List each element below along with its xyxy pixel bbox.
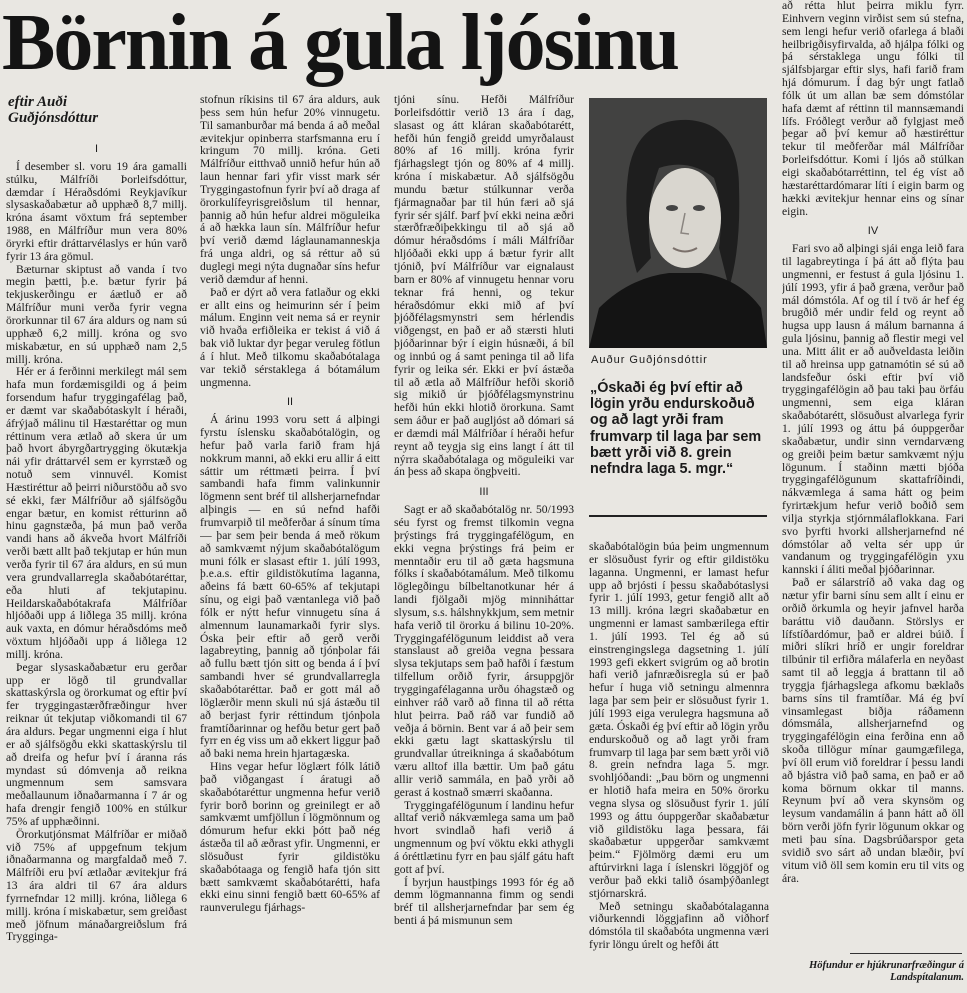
- paragraph: stofnun ríkisins til 67 ára aldurs, auk þess sem hún hefur 20% vinnugetu. Til samanburðar má benda á að meðal ævitekjur opinberra starfsmanna eru í kringum 70 millj. króna. Geti Málfríður eitthvað unnið hefur hún að laun hennar fari yfir visst mark sér Tryggingastofnun fyrir því að draga af örorkulífeyrisgreiðslum til hennar, þannig að hún hefur aldrei möguleika á að hækka laun sín. Málfríður hefur því verið dæmd láglaunamanneskja frá unga aldri, og sá réttur að sú duglegi megi nýta dugnaðar síns hefur verið dæmdur af henni.: [200, 94, 380, 286]
- paragraph: Örorkutjónsmat Málfríðar er miðað við 75% af uppgefnum tekjum iðnaðarmanna og margfaldað með 7. Málfríði eru því ætlaðar ævitekjur frá 13 ára aldri til 67 ára aldurs fyrrnefndar 12 millj. króna, liðlega 6 millj. króna í miskabætur, sem greiðast með jöfnum mánaðargreiðslum frá Trygginga-: [6, 827, 187, 944]
- column-3: [394, 94, 574, 993]
- section-heading-iv: IV: [867, 225, 879, 238]
- paragraph: Hér er á ferðinni merkilegt mál sem hafa mun fordæmisgildi og á þeim forsendum hafur tryggingafélag það, er dæmt var skaðabótaskylt í héraði, áfrýjað málinu til Hæstaréttar og mun réttinum vera ætlað að skera úr um það hvort ábyrgðartrygging ökutækja nái yfir dráttarvél sem er kyrrstæð og notuð sem vinnuvél. Komist Hæstiréttur að þeirri niðurstöðu að svo sé ekki, fær Málfríður að sjálfsögðu engar bætur, en komist rétturinn að hinu gagnstæða, þá mun það verða vandi hans að ákveða hvort Málfríði verði bætt allt það tekjutap er hún mun verða fyrir til 67 ára aldurs, en sú mun vera grundvallarregla skaðabótaréttar, eða hluti af tekjutapinu. Heildarskaðabótakrafa Málfríðar hljóðaði upp á liðlega 35 millj. króna auk vaxta, en dómur héraðsdóms með vöxtum hljóðaði upp á liðlega 12 millj. króna.: [6, 365, 187, 661]
- author-note: Höfundur er hjúkrunarfræðingur á Landspítalanum.: [809, 960, 964, 983]
- column-1: [6, 136, 187, 993]
- column-5: [782, 0, 964, 950]
- photo-caption: Auður Guðjónsdóttir: [591, 354, 708, 366]
- end-rule: [850, 953, 962, 954]
- paragraph: Í desember sl. voru 19 ára gamalli stúlku, Málfríði Þorleifsdóttur, dæmdar í Héraðsdómi Reykjavíkur slysaskaðabætur að upphæð 8,7 millj. króna ásamt vöxtum frá september 1988, en Málfríður mun vera 80% öryrki eftir dráttarvélaslys er hún varð fyrir 13 ára gömul.: [6, 159, 187, 263]
- paragraph: Þegar slysaskaðabætur eru gerðar upp er lögð til grundvallar skattaskýrsla og örorkumat og eftir því fer tryggingastærðfræðingur hver reiknar út tekjutap viðkomandi til 67 ára aldurs. Þegar ungmenni eiga í hlut er að sjálfsögðu ekki skattaskýrslu til að dreifa og hefur því í áranna rás myndast sú dómvenja að reikna ungmennum sem samsvara meðallaunum iðnaðarmanna í 7 ár og hafa drengir fengið 100% en stúlkur 75% af upphæðinni.: [6, 660, 187, 828]
- portrait-image: [589, 98, 767, 348]
- author-photo: [589, 98, 767, 348]
- section-heading-ii: II: [286, 396, 294, 409]
- paragraph: Með setningu skaðabótalaganna viðurkenndi löggjafinn að viðhorf dómstóla til skaðabóta ungmenna væri fyrir löngu úrelt og hefði átt: [589, 899, 769, 952]
- paragraph: Á árinu 1993 voru sett á alþingi fyrstu íslensku skaðabótalögin, og hefur það varla farið fram hjá nokkrum manni, að ekki eru allir á eitt sáttir um réttmæti þeirra. Í því sambandi hafa fimm valinkunnir lögmenn sent bréf til allsherjarnefndar alþingis — en sú nefnd hafði frumvarpið til meðferðar á sínum tíma — þar sem þeir benda á með rökum að samkvæmt nýjum skaðabótalögum muni fólk er slasast eftir 1. júlí 1993, þ.e.a.s. eftir gildistökutíma laganna, aðeins fá bætt 60-65% af tekjutapi sínu, og eigi það væntanlega við það fólk er nýtt hefur vinnugetu sína á almennum launamarkaði fyrir slys. Óska þeir eftir að gerð verði lagabreyting, þannig að tjónþolar fái að fullu bætt tjón sitt og benda á í því sambandi hver sé grundvallarregla skaðabótaréttar. Það er gott mál að löglærðir menn skuli nú sjá ástæðu til að berjast fyrir réttindum tjónþola framtíðarinnar og hefðu betur gert það fyrr en ég viss um að ekkert liggur það að baki nema hrein hjartagæska.: [200, 413, 380, 761]
- section-heading-i: I: [94, 143, 99, 155]
- paragraph: Það er dýrt að vera fatlaður og ekki er allt eins og heimurinn sér í þeim málum. Enginn veit nema sá er reynir við hvaða erfiðleika er tekist á við á bak við luktar dyr þegar veruleg fötlun á í hlut. Með tilkomu skaðabótalaga var tekið sérstaklega á bótamálum ungmenna.: [200, 285, 380, 389]
- paragraph: Tryggingafélögunum í landinu hefur alltaf verið nákvæmlega sama um það hvort svindlað hafi verið á ungmennum og því vöktu ekki athygli á óréttlætinu fyrr en þau sjálf gátu haft gott af því.: [394, 798, 574, 876]
- paragraph: Bæturnar skiptust að vanda í tvo megin þætti, þ.e. bætur fyrir þá tekjuskerðingu er áætluð er að Málfríður muni verða fyrir vegna örorkunnar til 67 ára aldurs og nam sú upphæð 6,2 millj. króna og svo miskabætur, en sú upphæð nam 2,5 millj. króna.: [6, 262, 187, 366]
- paragraph: Það er sálarstríð að vaka dag og nætur yfir barni sínu sem allt í einu er orðið örkumla og heyir jafnvel harða baráttu við dauðann. Störslys er lífstíðardómur, það er aldrei búið. Í miðri slíkri hríð er ungir foreldrar tilbúnir til erfiðra málaferla en neyðast samt til að leggja á brattann til að tryggja fjárhagslega afkomu bæklaðs barns síns til framtíðar. Má ég því vinsamlegast biðja ráðamenn dómsmála, allsherjarnefnd og tryggingafélögin eina ferðina enn að skoða tillögur mínar gaumgæfilega, því öll erum við foreldrar í þessu landi að bjástra við það sama, en það er að koma börnum okkar til manns. Reynum því að vera skynsöm og leysum vandamálin á þann hátt að öll börn verði jöfn fyrir lögunum okkar og meti þau sína. Dagsbrúðarspor geta svidið svo sárt að undan blæðir, því vitum við öll sem komin eru til vits og ára.: [782, 576, 964, 885]
- paragraph: Sagt er að skaðabótalög nr. 50/1993 séu fyrst og fremst tilkomin vegna þrýstings frá tryggingafélögum, en ekki vegna þrýstings frá þeim er menntaðir eru til að gæta hagsmuna fólks í skaðabótamálum. Með tilkomu löglegðingu bílbeltanotkunar hér á landi fjölgaði mjög minniháttar slysum, s.s. hálshnykkjum, sem metnir hafa verið til örorku á bilinu 10-20%. Tryggingafélögunum leiddist að vera stanslaust að greiða vegna þessara slysa tekjutaps sem það hafði í fæstum tilfellum orðið fyrir, ársuppgjör tryggingafélaganna urðu óhagstæð og einhver ráð varð að finna til að rétta hlut þeirra. Það ráð var fundið að veðja á börnin. Bent var á að þeir sem ekki gætu lagt skattaskýrslu til grundvallar útreikninga á skaðabótum væru alltof illa bættir. Um það gátu allir verið sammála, en það yrði að gerast á kostnað smærri skaðanna.: [394, 503, 574, 799]
- column-4: [589, 541, 769, 993]
- paragraph: Í byrjun haustþings 1993 fór ég að demm lögmannanna fimm og sendi bréf til allsherjarnefndar þar sem ég benti á þá mismunun sem: [394, 875, 574, 928]
- paragraph: að rétta hlut þeirra miklu fyrr. Einhvern veginn virðist sem sú stefna, sem lengi hefur verið ofarlega á blaði heilbrigðisyfirvalda, að hjálpa fólki og þá sérstaklega ungu fólki til sjálfsbjargar eftir slys, hafi farið fram hjá dómurum. Í dag býr ungt fatlað fólk út um allan bæ sem dómstólar hafa dæmt af réttinn til mannsæmandi lífs. Fróðlegt verður að fylgjast með þegar að því kemur að hæstiréttur tekur til meðferðar mál Málfríðar Þorleifsdóttur. Komi í ljós að stúlkan eigi skaðabótarréttinn, tel ég víst að hæstaréttardómarar líti í eigin barm og hækki ævitekjur hennar eins og sínar eigin.: [782, 0, 964, 218]
- section-heading-iii: III: [479, 486, 489, 499]
- byline: eftir Auði Guðjónsdóttur: [8, 94, 99, 126]
- paragraph: skaðabótalögin búa þeim ungmennum er slösuðust fyrir og eftir gildistöku laganna. Ungmenni, er lamast hefur upp að brjósti í þessu skaðabótaslysi fyrir 1. júlí 1993, getur fengið allt að 13 millj. króna lægri skaðabætur en ungmenni er lamast sambærilega eftir 1. júlí 1993. Tel ég að sú einstrengingslega dagsetning 1. júlí 1993 gefi ekkert svigrúm og að brotin hafi verið jafnræðisregla sú er það hefur í huga við setningu almennra laga þar sem þeir er slösuðust fyrir 1. júlí 1993 eiga verulegra hagsmuna að gæta. Óskaði ég því eftir að lögin yrðu endurskoðuð og að lagt yrði fram frumvarp til laga þar sem bætt yrði við 8. grein nefndra laga 5. mgr. svohljóðandi: „Þau börn og ungmenni er hlotið hafa meira en 50% örorku vegna slysa og slösuðust fyrir 1. júlí 1993 og áttu óuppgerðar skaðabætur við gildistöku laga þessara, fái skaðabætur uppgerðar samkvæmt þeim.“ Fjölmörg dæmi eru um aftúrvirkni laga í íslenskri löggjöf og verður það ekki talið ósamþýðanlegt stjórnarskrá.: [589, 541, 769, 900]
- paragraph: Hins vegar hefur löglært fólk látið það viðgangast í áratugi að skaðabótaréttur ungmenna hefur verið fyrir borð borinn og greinilegt er að samkvæmt umfjöllun í lögmönnum og dómurum hefur ekki þótt það nég ástæða til að æðrast yfir. Ungmenni, er slösuðust fyrir gildistöku skaðabótaaga og fengið hafa tjón sitt bætt samkvæmt skaðabótarétti, hafa ekki einu sinni fengið bætt 60-65% af raunverulegu fjárhags-: [200, 760, 380, 915]
- paragraph: Fari svo að alþingi sjái enga leið fara til lagabreytinga í þá átt að flýta þau ungmenni, er festust á gula ljósinu 1. júlí 1993, yfir á það græna, verður það mál dómstóla. Af og til í tvö ár hef ég brugðið mér undir feld og reynt að hugsa upp lausn á málum barnanna á gula ljósinu, þannig að flestir megi vel una. Mitt álit er að auðveldasta leiðin til að hreinsa upp gatnamótin sé sú að landsfeður óski eftir því við tryggingafélögin að þau taki þau örfáu ungmenni, sem eiga kláran skaðabótarétt, slösuðust alvarlega fyrir 1. júlí 1993 og áttu þá óuppgerðar skaðabætur, undir sinn verndarvæng og greiði þeim bætur samkvæmt nýju lögunum. Í staðinn mætti bjóða tryggingafélögunum skattafríðindi, nákvæmlega á sama hátt og þeim fyrirtækjum hefur verið boðið sem vilja styrkja stjórnmálaflokkana. Fari svo þyrfti hvorki allsherjarnefnd né dómstólar að velta sér upp úr vandanum og tryggingafélögin yxu kannski í áliti meðal þjóðarinnar.: [782, 242, 964, 577]
- quote-divider: [589, 515, 767, 517]
- column-2: [200, 94, 380, 993]
- pull-quote: „Óskaði ég því eftir að lögin yrðu endurskoðuð og að lagt yrði fram frumvarp til laga þar sem bætt yrði við 8. grein nefndra laga 5. mgr.“: [590, 380, 762, 478]
- headline: Börnin á gula ljósinu: [2, 0, 679, 87]
- paragraph: tjóni sínu. Hefði Málfríður Þorleifsdóttir verið 13 ára í dag, slasast og átt kláran skaðabótarétt, hefði hún fengið greidd umyrðalaust 80% af 16 millj. króna fyrir fjárhagslegt tjón og 80% af 4 millj. króna í miskabætur. Að sjálfsögðu mundu bætur stúlkunnar verða fjármagnaðar þar til hún færi að sjá fyrir sér sjálf. Þarf því ekki neina æðri stærðfræðiþekkingu til að sjá að dómur héraðsdóms í máli Málfríðar hljóðaði ekki upp á bætur fyrir allt tjónið, því Málfríður var eignalaust barn er 80% af vinnugetu hennar voru teknar frá henni, og tekur héraðsdómur ekki mið af því þjóðfélagsmynstri sem hérlendis viðgengst, en það er að stærsti hluti þjóðarinnar býr í eigin húsnæði, á bíl og innbú og á samt peninga til að lifa fyrir og leika sér. Ekki er því ástæða til að ætla að Málfríður hefði skorið sig mikið úr þjóðfélagsmynstrinu hefði hún ekki hlotið örorkuna. Samt sem áður er það augljóst að dómari sá er dæmdi mál Málfríðar í héraði hefur reynt að teygja sig eins langt í átt til nýrra skaðabótalaga og möguleiki var án þess að skapa öngþveiti.: [394, 94, 574, 479]
